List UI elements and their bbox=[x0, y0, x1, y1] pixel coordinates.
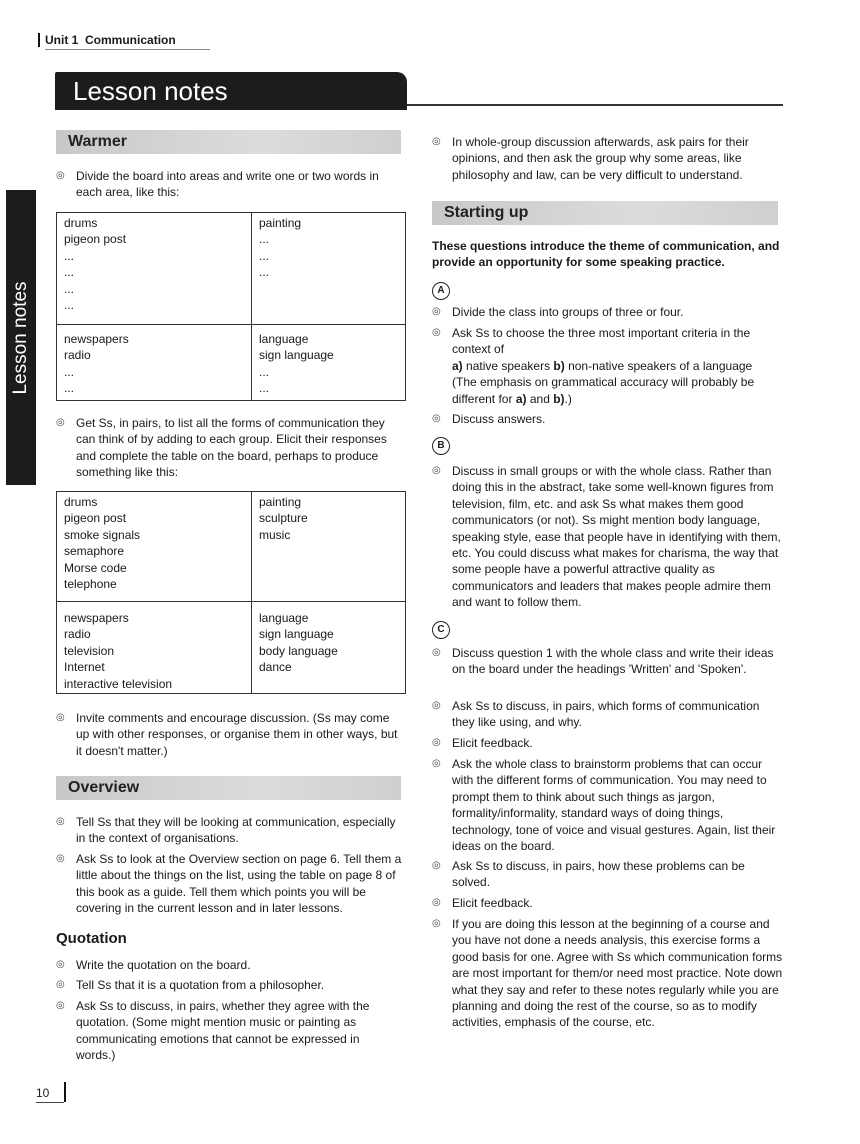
overview-bullet-2: ◎ Ask Ss to look at the Overview section on page 6. Tell them a little about the things on the list, using the table on page 8 of this book as a guide. Tell them which points you will be covering in the current lesson and in later lessons. bbox=[56, 851, 408, 917]
overview-heading: Overview bbox=[56, 776, 401, 800]
c-bullet-5: ◎ Ask Ss to discuss, in pairs, how these problems can be solved. bbox=[432, 858, 782, 891]
c-bullet-3: ◎ Elicit feedback. bbox=[432, 735, 782, 751]
a2-note-end: .) bbox=[564, 391, 572, 406]
cell-text: smoke signals bbox=[64, 527, 141, 542]
table-cell bbox=[252, 213, 406, 325]
cell-text: ... bbox=[64, 281, 75, 296]
cell-text: body language bbox=[259, 643, 338, 658]
cell-text: dance bbox=[259, 660, 292, 675]
running-header bbox=[38, 33, 176, 47]
cell-text: newspapers bbox=[64, 611, 129, 625]
table-row bbox=[57, 492, 406, 602]
folio-rule bbox=[36, 1102, 64, 1103]
starting-up-heading: Starting up bbox=[432, 201, 778, 225]
quotation-bullet-1: ◎ Write the quotation on the board. bbox=[56, 957, 401, 973]
warmer-heading: Warmer bbox=[56, 130, 401, 154]
quotation-bullet-2: ◎ Tell Ss that it is a quotation from a philosopher. bbox=[56, 977, 401, 993]
cell-text: language bbox=[259, 611, 309, 625]
exercise-c-marker: C bbox=[432, 621, 450, 639]
starting-up-intro: These questions introduce the theme of communication, and provide an opportunity for some speaking practice. bbox=[432, 239, 780, 270]
table-row bbox=[57, 325, 406, 401]
quotation-bullet-3: ◎ Ask Ss to discuss, in pairs, whether they agree with the quotation. (Some might mention music or painting as communicating emotions that cannot be expressed in words.) bbox=[56, 998, 401, 1064]
warmer-table-1 bbox=[56, 212, 406, 401]
cell-text: ... bbox=[64, 364, 75, 379]
exercise-b-marker: B bbox=[432, 437, 450, 455]
a2-b-label: b) bbox=[553, 358, 565, 373]
cell-text: sculpture bbox=[259, 511, 308, 526]
cell-text: television bbox=[64, 643, 115, 658]
warmer-bullet-2: ◎ Get Ss, in pairs, to list all the forms of communication they can think of by adding to each group. Elicit their responses and complete the table on the board, perhaps to produce something like this: bbox=[56, 415, 406, 481]
header-rule bbox=[45, 49, 210, 50]
cell-text: pigeon post bbox=[64, 511, 127, 526]
a-bullet-2 bbox=[432, 325, 782, 407]
table-cell bbox=[252, 325, 406, 401]
c-bullet-4: ◎ Ask the whole class to brainstorm problems that can occur with the different forms of communication. You may need to prompt them to think about such things as jargon, formality/informality, standard ways of doing things, technology, tone of voice and visual gestures. Again, list their ideas on the board. bbox=[432, 756, 782, 854]
a2-note-b: b) bbox=[553, 391, 565, 406]
cell-text: pigeon post bbox=[64, 232, 127, 247]
b-bullet-1: ◎ Discuss in small groups or with the whole class. Rather than doing this in the abstract, take some well-known figures from television, film, etc. and ask Ss what makes them good communicators (or not). Ss might mention body language, speaking style, ease that people have in identifying with them, etc. You could discuss what makes for charisma, the way that some people have a powerful attractive quality as communicators and leaders that makes people admire them and want to follow them. bbox=[432, 463, 782, 611]
a-bullet-1: ◎ Divide the class into groups of three or four. bbox=[432, 304, 782, 320]
cell-text: sign language bbox=[259, 627, 334, 642]
cell-text: ... bbox=[259, 381, 270, 396]
cell-text: ... bbox=[259, 265, 270, 280]
cell-text: drums bbox=[64, 495, 98, 509]
side-tab-label: Lesson notes bbox=[10, 280, 31, 395]
a2-note-and: and bbox=[529, 391, 550, 406]
c-bullet-6: ◎ Elicit feedback. bbox=[432, 895, 782, 911]
exercise-a-marker: A bbox=[432, 282, 450, 300]
quotation-heading: Quotation bbox=[56, 930, 127, 947]
cell-text: semaphore bbox=[64, 544, 125, 559]
a2-b-text: non-native speakers of a language bbox=[568, 358, 753, 373]
cell-text: newspapers bbox=[64, 332, 129, 346]
a2-intro: Ask Ss to choose the three most important criteria in the context of bbox=[452, 326, 751, 357]
cell-text: ... bbox=[64, 248, 75, 263]
table-cell bbox=[57, 325, 252, 401]
cell-text: ... bbox=[259, 248, 270, 263]
table-cell bbox=[57, 213, 252, 325]
page-number: 10 bbox=[36, 1086, 50, 1100]
title-rule bbox=[407, 104, 783, 106]
a-bullet-3: ◎ Discuss answers. bbox=[432, 411, 782, 427]
warmer-table-2 bbox=[56, 491, 406, 694]
overview-bullet-1: ◎ Tell Ss that they will be looking at communication, especially in the context of organisations. bbox=[56, 814, 401, 847]
a2-note: (The emphasis on grammatical accuracy will probably be different for bbox=[452, 375, 755, 406]
cell-text: language bbox=[259, 332, 309, 346]
warmer-bullet-3: ◎ Invite comments and encourage discussion. (Ss may come up with other responses, or organise them in other ways, but it doesn't matter.) bbox=[56, 710, 406, 759]
c-bullet-7: ◎ If you are doing this lesson at the beginning of a course and you have not done a needs analysis, this exercise forms a good basis for one. Agree with Ss which communication forms are most important for them/or need most practice. Note down what they say and refer to these notes regularly while you are planning and doing the rest of the course, so as to modify activities, emphasis of the course, etc. bbox=[432, 916, 788, 1031]
unit-label: Unit 1 bbox=[45, 33, 79, 47]
cell-text: ... bbox=[64, 381, 75, 396]
c-bullet-2: ◎ Ask Ss to discuss, in pairs, which forms of communication they like using, and why. bbox=[432, 698, 782, 731]
table-cell bbox=[252, 492, 406, 602]
cell-text: sign language bbox=[259, 348, 334, 363]
cell-text: ... bbox=[259, 232, 270, 247]
c-bullet-1: ◎ Discuss question 1 with the whole class and write their ideas on the board under the headings 'Written' and 'Spoken'. bbox=[432, 645, 782, 678]
right-top-bullet: ◎ In whole-group discussion afterwards, ask pairs for their opinions, and then ask the group why some areas, like philosophy and law, can be very difficult to understand. bbox=[432, 134, 782, 183]
unit-topic: Communication bbox=[85, 33, 176, 47]
a2-a-text: native speakers bbox=[466, 358, 551, 373]
cell-text: ... bbox=[259, 364, 270, 379]
page-title: Lesson notes bbox=[55, 72, 407, 110]
warmer-bullet-1: ◎ Divide the board into areas and write one or two words in each area, like this: bbox=[56, 168, 401, 201]
table-row bbox=[57, 602, 406, 694]
cell-text: ... bbox=[64, 265, 75, 280]
cell-text: music bbox=[259, 527, 291, 542]
cell-text: radio bbox=[64, 627, 91, 642]
cell-text: drums bbox=[64, 216, 98, 230]
table-cell bbox=[252, 602, 406, 694]
cell-text: Morse code bbox=[64, 560, 127, 575]
cell-text: painting bbox=[259, 216, 302, 230]
cell-text: telephone bbox=[64, 577, 117, 592]
folio-mark bbox=[64, 1082, 66, 1102]
table-row bbox=[57, 213, 406, 325]
cell-text: radio bbox=[64, 348, 91, 363]
table-cell bbox=[57, 602, 252, 694]
table-cell bbox=[57, 492, 252, 602]
cell-text: ... bbox=[64, 298, 75, 313]
side-tab bbox=[6, 190, 36, 485]
cell-text: Internet bbox=[64, 660, 105, 675]
cell-text: painting bbox=[259, 495, 302, 509]
a2-note-a: a) bbox=[515, 391, 527, 406]
a2-a-label: a) bbox=[452, 358, 463, 373]
cell-text: interactive television bbox=[64, 676, 173, 691]
